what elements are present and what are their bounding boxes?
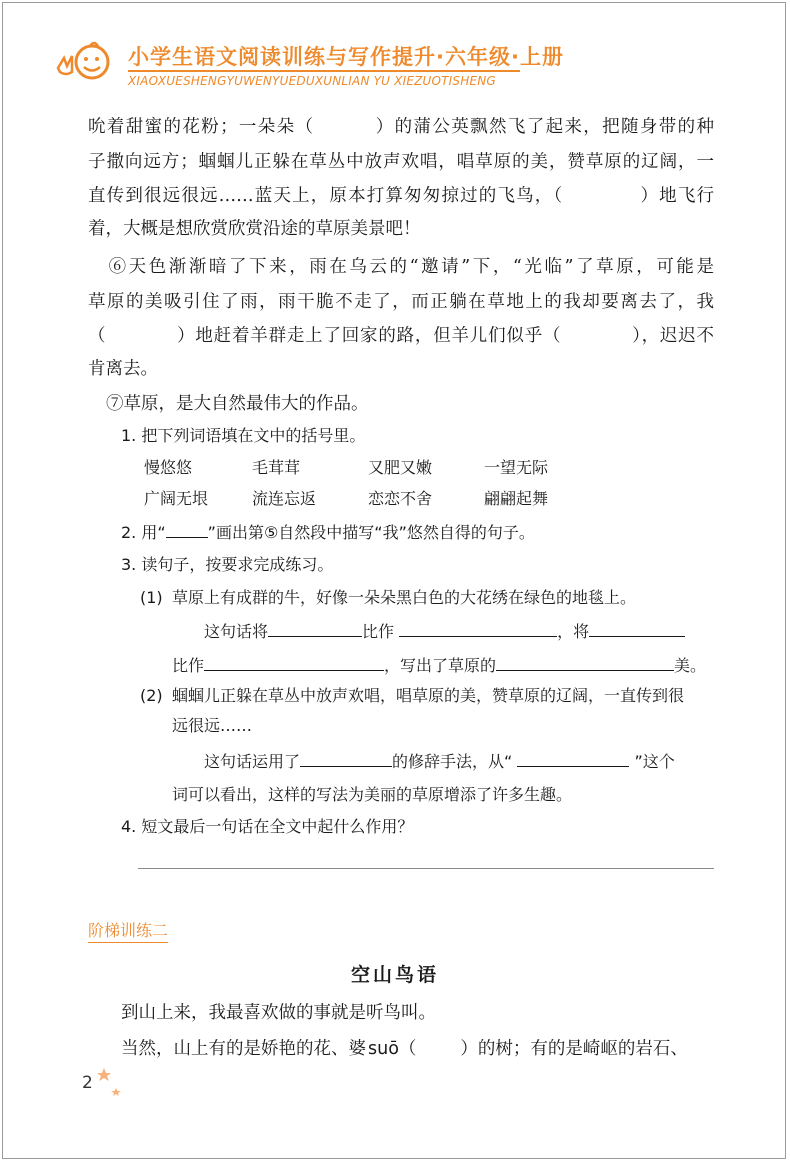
header-divider	[128, 70, 520, 72]
word-option: 又肥又嫩	[368, 458, 433, 477]
answer-blank[interactable]	[517, 752, 629, 767]
section-link-ladder-training-2[interactable]: 阶梯训练二	[88, 918, 168, 943]
page-number: 2	[82, 1073, 93, 1093]
kid-face-logo-icon	[50, 38, 120, 86]
question-3-2-line: 这句话运用了 的修辞手法，从“ ”这个	[204, 752, 675, 771]
passage-line: 吮着甜蜜的花粉；一朵朵（ ）的蒲公英飘然飞了起来，把随身带的种	[88, 117, 715, 137]
paragraph-6-line: ⑥天色渐渐暗了下来，雨在乌云的“邀请”下，“光临”了草原，可能是	[106, 257, 714, 277]
word-option: 恋恋不舍	[368, 489, 433, 508]
answer-blank[interactable]	[204, 656, 384, 671]
question-3-2-line: 词可以看出，这样的写法为美丽的草原增添了许多生趣。	[172, 785, 573, 804]
question-3-2-number: (2)	[140, 686, 163, 705]
paragraph-6-line: 肯离去。	[88, 359, 158, 379]
answer-blank[interactable]	[589, 622, 685, 637]
paragraph-6-line: （ ）地赶着羊群走上了回家的路，但羊儿们似乎（ ），迟迟不	[88, 326, 715, 346]
paragraph-6-line: 草原的美吸引住了雨，雨干脆不走了，而正躺在草地上的我却要离去了，我	[88, 292, 714, 312]
answer-blank[interactable]	[399, 622, 557, 637]
answer-blank[interactable]	[300, 752, 392, 767]
answer-blank[interactable]	[496, 656, 674, 671]
passage-line: 直传到很远很远……蓝天上，原本打算匆匆掠过的飞鸟，（ ）地飞行	[88, 186, 714, 206]
word-option: 流连忘返	[252, 489, 317, 508]
story-line: 到山上来，我最喜欢做的事就是听鸟叫。	[121, 1003, 436, 1023]
story-line: 当然，山上有的是娇艳的花、婆 suō（ ）的树；有的是崎岖的岩石、	[121, 1039, 688, 1059]
question-1: 1. 把下列词语填在文中的括号里。	[121, 426, 366, 445]
question-4: 4. 短文最后一句话在全文中起什么作用？	[121, 817, 414, 836]
word-option: 毛茸茸	[252, 458, 301, 477]
word-option: 广阔无垠	[144, 489, 209, 508]
question-3-1-line: 这句话将 比作 ，将	[204, 622, 685, 640]
question-3-1-number: (1)	[140, 588, 163, 607]
story-title: 空山鸟语	[350, 964, 439, 986]
question-3-2-sentence: 远很远……	[172, 716, 253, 735]
paragraph-7: ⑦草原，是大自然最伟大的作品。	[106, 394, 369, 414]
passage-line: 子撒向远方；蝈蝈儿正躲在草丛中放声欢唱，唱草原的美，赞草原的辽阔，一	[88, 152, 714, 172]
question-3-2-sentence: 蝈蝈儿正躲在草丛中放声欢唱，唱草原的美，赞草原的辽阔，一直传到很	[172, 686, 685, 705]
question-2: 2. 用“ ”画出第⑤自然段中描写“我”悠然自得的句子。	[121, 523, 535, 542]
word-option: 慢悠悠	[144, 458, 193, 477]
question-3: 3. 读句子，按要求完成练习。	[121, 555, 334, 574]
question-3-1-line: 比作 ，写出了草原的 美。	[172, 656, 707, 675]
word-option: 翩翩起舞	[484, 489, 549, 508]
word-option: 一望无际	[484, 458, 549, 477]
answer-line[interactable]	[138, 868, 714, 869]
passage-line: 着，大概是想欣赏欣赏沿途的草原美景吧！	[88, 219, 421, 239]
answer-blank[interactable]	[166, 523, 208, 538]
header-title: 小学生语文阅读训练与写作提升·六年级·上册	[128, 45, 564, 69]
question-3-1-sentence: 草原上有成群的牛，好像一朵朵黑白色的大花绣在绿色的地毯上。	[172, 588, 637, 607]
header-pinyin: XIAOXUESHENGYUWENYUEDUXUNLIAN YU XIEZUOTISHENG	[128, 74, 496, 88]
answer-blank[interactable]	[268, 622, 362, 637]
